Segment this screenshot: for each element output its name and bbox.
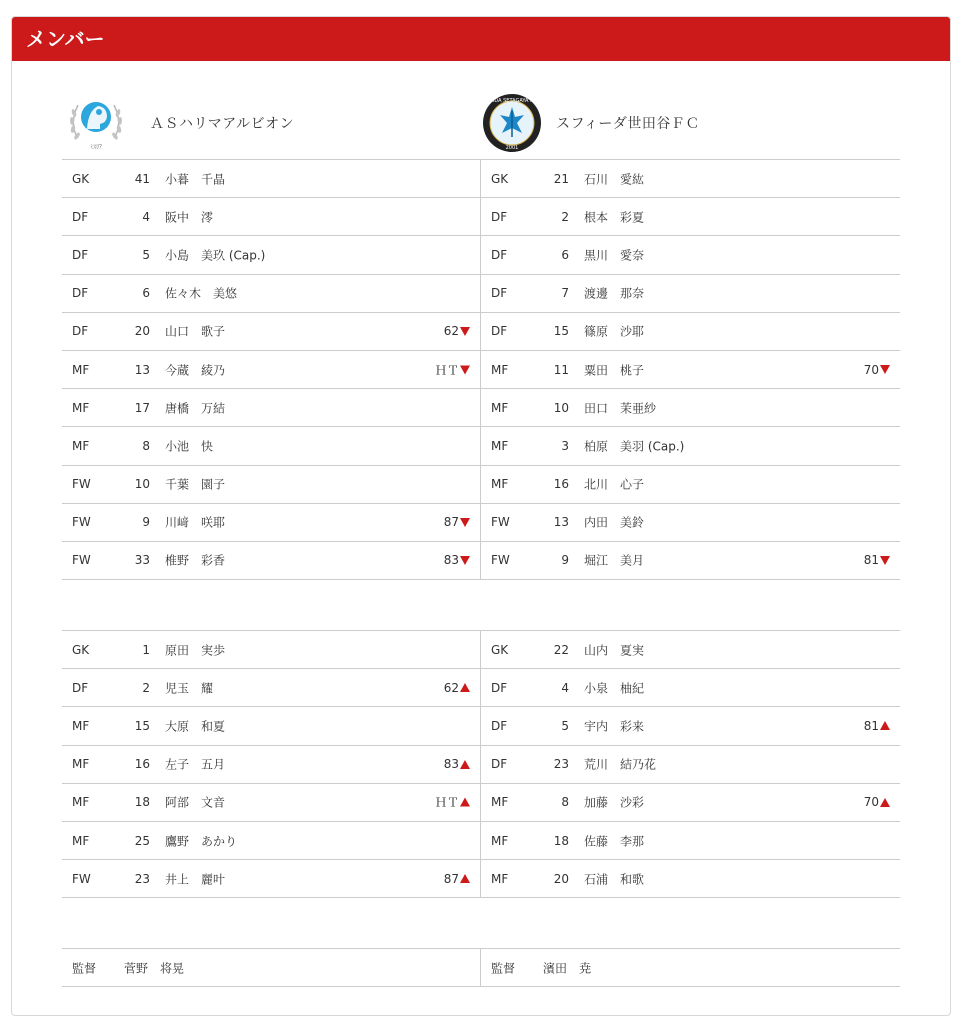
player-position: DF — [491, 718, 508, 733]
player-row — [62, 427, 480, 465]
player-name: 鷹野 あかり — [165, 834, 238, 849]
player-position: DF — [491, 209, 508, 224]
player-number: 1 — [142, 642, 150, 657]
substitution-marker — [864, 719, 890, 733]
substitution-minute: 70 — [863, 795, 879, 810]
player-row — [62, 275, 480, 313]
player-row — [481, 669, 900, 707]
coach-label: 監督 — [491, 961, 516, 976]
player-number: 20 — [553, 871, 569, 886]
player-name: 井上 麗叶 — [165, 872, 226, 887]
albion-crest-icon — [66, 93, 126, 153]
player-name: 渡邊 那奈 — [584, 286, 645, 301]
player-number: 9 — [561, 553, 569, 568]
player-number: 23 — [134, 871, 150, 886]
player-position: MF — [491, 362, 509, 377]
substitution-marker — [444, 553, 470, 567]
player-row — [481, 542, 900, 580]
player-number: 13 — [553, 515, 569, 530]
player-number: 4 — [142, 209, 150, 224]
player-row — [62, 746, 480, 784]
player-position: MF — [491, 795, 509, 810]
player-position: MF — [72, 438, 90, 453]
substitution-marker — [444, 757, 470, 771]
sub-out-arrow-icon — [460, 556, 470, 565]
substitution-minute: 81 — [863, 718, 879, 733]
player-name: 小暮 千晶 — [165, 172, 226, 187]
player-name: 荒川 結乃花 — [584, 757, 657, 772]
player-row — [62, 351, 480, 389]
substitution-minute: 81 — [863, 553, 879, 568]
substitution-minute: 70 — [863, 362, 879, 377]
player-row — [62, 198, 480, 236]
player-name: 唐橋 万結 — [165, 401, 226, 416]
sfida-crest-icon — [482, 93, 542, 153]
player-number: 6 — [561, 247, 569, 262]
player-name: 左子 五月 — [165, 757, 226, 772]
player-position: FW — [72, 553, 91, 568]
substitution-marker — [444, 515, 470, 529]
sub-in-arrow-icon — [460, 798, 470, 807]
home-team-name: ＡＳハリマアルビオン — [150, 115, 295, 132]
away-coach — [481, 949, 900, 987]
player-name: 山内 夏実 — [584, 643, 645, 658]
player-number: 22 — [553, 642, 569, 657]
player-row — [481, 631, 900, 669]
player-name: 根本 彩夏 — [584, 210, 645, 225]
player-row — [481, 746, 900, 784]
player-row — [62, 784, 480, 822]
player-name: 石川 愛紘 — [584, 172, 645, 187]
player-row — [62, 236, 480, 274]
sub-in-arrow-icon — [460, 874, 470, 883]
substitution-marker — [864, 553, 890, 567]
coach-label: 監督 — [72, 961, 97, 976]
team-headers — [62, 86, 900, 159]
bench-table — [62, 630, 900, 898]
player-position: FW — [72, 871, 91, 886]
player-position: MF — [72, 833, 90, 848]
svg-text:2001: 2001 — [505, 144, 519, 151]
player-name: 小池 快 — [165, 439, 214, 454]
player-number: 4 — [561, 680, 569, 695]
substitution-minute: 83 — [443, 757, 459, 772]
player-position: GK — [72, 642, 90, 657]
player-number: 16 — [134, 757, 150, 772]
coach-name: 濱田 尭 — [543, 961, 592, 976]
player-number: 9 — [142, 515, 150, 530]
player-row — [62, 631, 480, 669]
player-number: 18 — [553, 833, 569, 848]
player-name: 佐々木 美悠 — [165, 286, 238, 301]
player-name: 児玉 耀 — [165, 681, 214, 696]
player-name: 今蔵 綾乃 — [165, 363, 226, 378]
player-position: MF — [491, 871, 509, 886]
player-position: GK — [491, 171, 509, 186]
player-row — [481, 784, 900, 822]
player-name: 篠原 沙耶 — [584, 324, 645, 339]
player-name: 加藤 沙彩 — [584, 795, 645, 810]
player-number: 8 — [142, 438, 150, 453]
player-name: 山口 歌子 — [165, 324, 226, 339]
player-row — [62, 860, 480, 898]
player-name: 川﨑 咲耶 — [165, 515, 226, 530]
player-number: 10 — [134, 477, 150, 492]
player-position: DF — [491, 286, 508, 301]
player-position: GK — [491, 642, 509, 657]
substitution-minute: ＨＴ — [434, 795, 459, 810]
player-name: 内田 美鈴 — [584, 515, 645, 530]
player-position: MF — [491, 833, 509, 848]
substitution-minute: 87 — [443, 871, 459, 886]
player-row — [62, 466, 480, 504]
coach-table — [62, 948, 900, 987]
player-position: MF — [72, 718, 90, 733]
player-number: 2 — [142, 680, 150, 695]
sub-in-arrow-icon — [880, 798, 890, 807]
player-row — [481, 504, 900, 542]
substitution-marker — [864, 795, 890, 809]
player-row — [62, 542, 480, 580]
player-name: 佐藤 李那 — [584, 834, 645, 849]
substitution-minute: 83 — [443, 553, 459, 568]
sub-in-arrow-icon — [460, 760, 470, 769]
player-name: 阿部 文音 — [165, 795, 226, 810]
player-position: MF — [72, 362, 90, 377]
player-name: 小島 美玖 (Cap.) — [165, 248, 266, 263]
player-row — [481, 860, 900, 898]
away-bench — [481, 631, 900, 898]
sub-out-arrow-icon — [880, 365, 890, 374]
player-number: 25 — [134, 833, 150, 848]
sub-in-arrow-icon — [460, 683, 470, 692]
player-name: 田口 茉亜紗 — [584, 401, 657, 416]
substitution-minute: ＨＴ — [434, 363, 459, 378]
player-number: 2 — [561, 209, 569, 224]
player-number: 17 — [134, 400, 150, 415]
player-position: MF — [72, 795, 90, 810]
substitution-marker — [444, 324, 470, 338]
player-number: 7 — [561, 286, 569, 301]
substitution-marker — [444, 681, 470, 695]
player-row — [62, 669, 480, 707]
player-position: FW — [491, 553, 510, 568]
player-position: FW — [72, 515, 91, 530]
sub-out-arrow-icon — [460, 518, 470, 527]
player-row — [62, 707, 480, 745]
player-row — [481, 389, 900, 427]
player-row — [481, 822, 900, 860]
home-bench — [62, 631, 481, 898]
panel-title: メンバー — [12, 17, 950, 61]
player-number: 3 — [561, 438, 569, 453]
player-number: 5 — [142, 247, 150, 262]
player-name: 粟田 桃子 — [584, 363, 645, 378]
player-number: 33 — [134, 553, 150, 568]
substitution-marker — [435, 794, 470, 811]
player-position: FW — [491, 515, 510, 530]
player-name: 小泉 柚紀 — [584, 681, 645, 696]
player-position: MF — [72, 400, 90, 415]
player-position: MF — [491, 400, 509, 415]
player-number: 20 — [134, 324, 150, 339]
player-position: FW — [72, 477, 91, 492]
player-name: 原田 実歩 — [165, 643, 226, 658]
player-position: MF — [491, 438, 509, 453]
player-position: DF — [491, 247, 508, 262]
player-name: 柏原 美羽 (Cap.) — [584, 439, 685, 454]
player-row — [481, 198, 900, 236]
player-row — [62, 504, 480, 542]
player-number: 10 — [553, 400, 569, 415]
player-number: 5 — [561, 718, 569, 733]
player-position: MF — [72, 757, 90, 772]
away-starters — [481, 160, 900, 580]
player-position: DF — [72, 209, 89, 224]
player-name: 宇内 彩来 — [584, 719, 645, 734]
player-number: 21 — [553, 171, 569, 186]
sub-in-arrow-icon — [880, 721, 890, 730]
home-coach — [62, 949, 481, 987]
player-number: 15 — [134, 718, 150, 733]
svg-text:ﾐｽﾘｱ: ﾐｽﾘｱ — [89, 143, 103, 151]
player-name: 大原 和夏 — [165, 719, 226, 734]
player-position: DF — [72, 324, 89, 339]
home-team-header — [66, 86, 294, 159]
svg-text:SFIDA SETAGAYA F.C: SFIDA SETAGAYA F.C — [486, 97, 538, 104]
player-number: 41 — [134, 171, 150, 186]
player-name: 千葉 園子 — [165, 477, 226, 492]
player-name: 黒川 愛奈 — [584, 248, 645, 263]
player-position: DF — [491, 680, 508, 695]
player-position: DF — [491, 757, 508, 772]
player-name: 石浦 和歌 — [584, 872, 645, 887]
substitution-marker — [435, 361, 470, 378]
player-row — [481, 466, 900, 504]
player-row — [481, 275, 900, 313]
player-name: 北川 心子 — [584, 477, 645, 492]
sub-out-arrow-icon — [460, 365, 470, 374]
player-row — [481, 313, 900, 351]
player-number: 8 — [561, 795, 569, 810]
player-row — [62, 389, 480, 427]
substitution-marker — [864, 363, 890, 377]
away-team-header — [482, 86, 700, 159]
player-number: 16 — [553, 477, 569, 492]
starters-table — [62, 159, 900, 580]
player-position: DF — [72, 680, 89, 695]
sub-out-arrow-icon — [880, 556, 890, 565]
player-row — [481, 351, 900, 389]
player-row — [62, 313, 480, 351]
player-row — [481, 427, 900, 465]
player-row — [62, 822, 480, 860]
player-name: 阪中 澪 — [165, 210, 214, 225]
coach-row — [481, 949, 900, 987]
player-position: GK — [72, 171, 90, 186]
substitution-marker — [444, 872, 470, 886]
player-number: 23 — [553, 757, 569, 772]
sub-out-arrow-icon — [460, 327, 470, 336]
player-name: 堀江 美月 — [584, 553, 645, 568]
substitution-minute: 62 — [443, 324, 459, 339]
player-position: DF — [491, 324, 508, 339]
substitution-minute: 62 — [443, 680, 459, 695]
player-position: MF — [491, 477, 509, 492]
away-team-name: スフィーダ世田谷ＦＣ — [556, 115, 700, 132]
coach-row — [62, 949, 480, 987]
player-name: 椎野 彩香 — [165, 553, 226, 568]
player-number: 13 — [134, 362, 150, 377]
player-row — [481, 236, 900, 274]
player-number: 15 — [553, 324, 569, 339]
player-position: DF — [72, 286, 89, 301]
home-starters — [62, 160, 481, 580]
player-row — [481, 707, 900, 745]
substitution-minute: 87 — [443, 515, 459, 530]
player-number: 6 — [142, 286, 150, 301]
player-row — [481, 160, 900, 198]
player-position: DF — [72, 247, 89, 262]
player-number: 18 — [134, 795, 150, 810]
player-row — [62, 160, 480, 198]
player-number: 11 — [553, 362, 569, 377]
coach-name: 菅野 将晃 — [124, 961, 185, 976]
